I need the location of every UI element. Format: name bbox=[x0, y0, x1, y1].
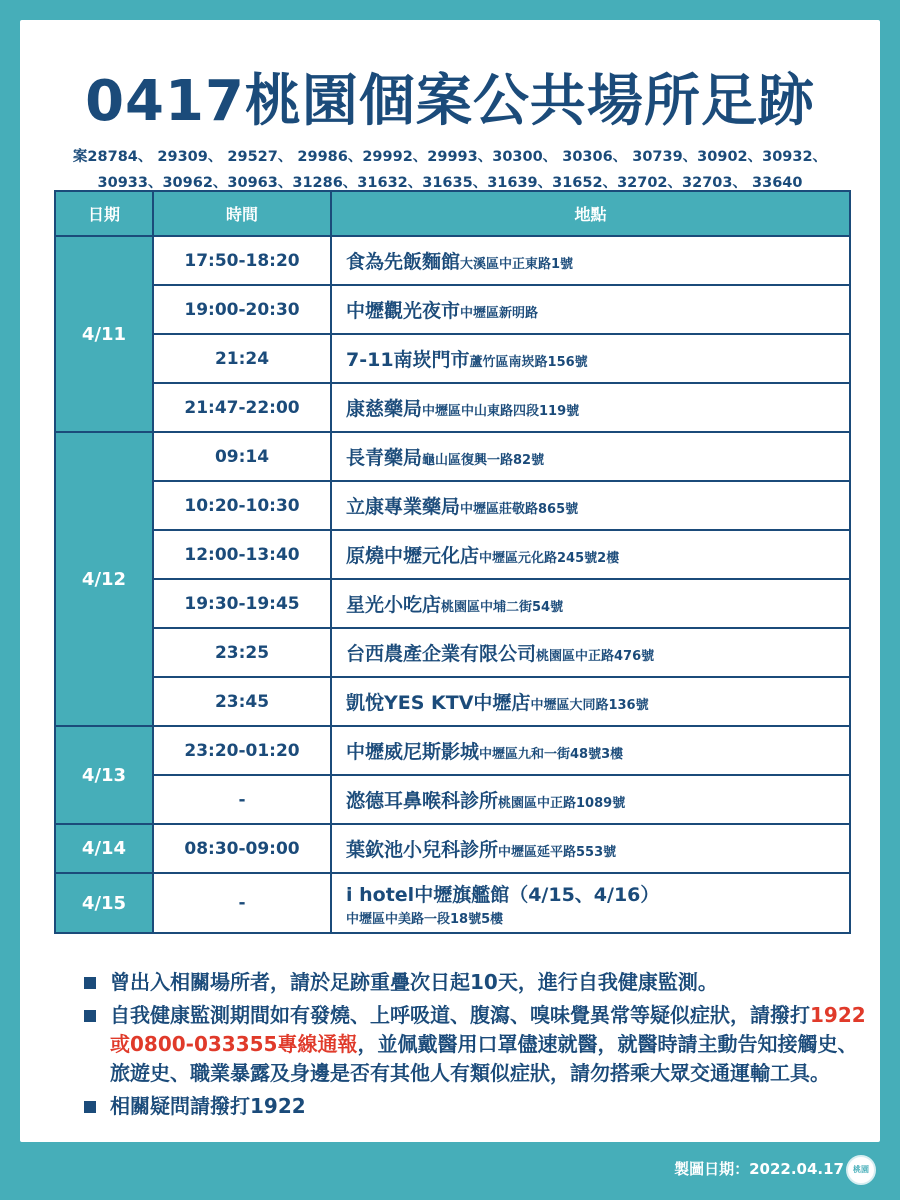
place-name: 7-11南崁門市 bbox=[346, 349, 470, 371]
table-row bbox=[55, 432, 850, 481]
place-name: 滺德耳鼻喉科診所 bbox=[346, 790, 499, 812]
place-cell bbox=[331, 677, 850, 726]
time-cell: 23:25 bbox=[153, 628, 331, 677]
notes-section bbox=[82, 968, 872, 1125]
time-cell: 19:00-20:30 bbox=[153, 285, 331, 334]
date-cell: 4/13 bbox=[55, 726, 153, 824]
case-numbers-line-1: 案28784、 29309、 29527、 29986、29992、29993、30300、 30306、 30739、30902、30932、 bbox=[72, 149, 828, 165]
note-item bbox=[82, 1001, 872, 1088]
place-address: 桃園區中埔二街54號 bbox=[441, 600, 564, 615]
table-row bbox=[55, 579, 850, 628]
note-text: 曾出入相關場所者，請於足跡重疊次日起10天，進行自我健康監測。 bbox=[110, 970, 718, 994]
place-cell bbox=[331, 579, 850, 628]
place-address: 中壢區大同路136號 bbox=[530, 698, 649, 713]
place-address: 大溪區中正東路1號 bbox=[460, 257, 574, 272]
time-cell: - bbox=[153, 775, 331, 824]
time-cell: 23:20-01:20 bbox=[153, 726, 331, 775]
place-address: 中壢區中美路一段18號5樓 bbox=[346, 911, 504, 927]
table-row bbox=[55, 824, 850, 873]
hotline-highlight: 1922或0800-033355專線通報 bbox=[110, 1003, 866, 1056]
place-name: 康慈藥局 bbox=[346, 398, 423, 420]
place-cell bbox=[331, 530, 850, 579]
date-cell: 4/15 bbox=[55, 873, 153, 933]
notice-card bbox=[20, 20, 880, 1142]
table-row bbox=[55, 334, 850, 383]
table-row bbox=[55, 236, 850, 285]
time-cell: 17:50-18:20 bbox=[153, 236, 331, 285]
footprint-table bbox=[54, 190, 851, 934]
date-cell: 4/11 bbox=[55, 236, 153, 432]
table-row bbox=[55, 775, 850, 824]
table-row bbox=[55, 530, 850, 579]
place-name: 立康專業藥局 bbox=[346, 496, 461, 518]
time-cell: 21:47-22:00 bbox=[153, 383, 331, 432]
table-row bbox=[55, 677, 850, 726]
time-cell: 08:30-09:00 bbox=[153, 824, 331, 873]
header-time: 時間 bbox=[153, 191, 331, 236]
square-bullet-icon bbox=[84, 1010, 96, 1022]
time-cell: 19:30-19:45 bbox=[153, 579, 331, 628]
time-cell: 21:24 bbox=[153, 334, 331, 383]
place-address: 桃園區中正路1089號 bbox=[498, 796, 626, 811]
table-row bbox=[55, 873, 850, 933]
time-cell: 10:20-10:30 bbox=[153, 481, 331, 530]
place-address: 中壢區九和一街48號3樓 bbox=[479, 747, 624, 762]
place-address: 蘆竹區南崁路156號 bbox=[469, 355, 588, 370]
case-numbers-line-2: 30933、30962、30963、31286、31632、31635、31639、31652、32702、32703、 33640 bbox=[97, 175, 803, 191]
square-bullet-icon bbox=[84, 1101, 96, 1113]
header-date: 日期 bbox=[55, 191, 153, 236]
time-cell: - bbox=[153, 873, 331, 933]
table-row bbox=[55, 383, 850, 432]
place-address: 中壢區延平路553號 bbox=[498, 845, 617, 860]
place-cell bbox=[331, 726, 850, 775]
table-row bbox=[55, 285, 850, 334]
case-numbers bbox=[50, 144, 850, 196]
date-cell: 4/12 bbox=[55, 432, 153, 726]
production-date: 製圖日期：2022.04.17 bbox=[674, 1160, 844, 1178]
place-cell bbox=[331, 873, 850, 933]
place-name: 葉欽池小兒科診所 bbox=[346, 839, 499, 861]
place-cell bbox=[331, 628, 850, 677]
place-cell bbox=[331, 824, 850, 873]
table-row bbox=[55, 726, 850, 775]
page-title: 0417桃園個案公共場所足跡 bbox=[85, 69, 815, 134]
note-item bbox=[82, 1092, 872, 1121]
place-cell bbox=[331, 334, 850, 383]
note-text: 相關疑問請撥打1922 bbox=[110, 1094, 306, 1118]
place-cell bbox=[331, 383, 850, 432]
place-name: 食為先飯麵館 bbox=[346, 251, 461, 273]
date-cell: 4/14 bbox=[55, 824, 153, 873]
place-address: 中壢區莊敬路865號 bbox=[460, 502, 579, 517]
table-row bbox=[55, 628, 850, 677]
place-name: 台西農產企業有限公司 bbox=[346, 643, 537, 665]
place-cell bbox=[331, 236, 850, 285]
table-header-row bbox=[55, 191, 850, 236]
place-address: 龜山區復興一路82號 bbox=[422, 453, 545, 468]
square-bullet-icon bbox=[84, 977, 96, 989]
header-place: 地點 bbox=[331, 191, 850, 236]
place-name: i hotel中壢旗艦館（4/15、4/16） bbox=[346, 883, 660, 906]
place-cell bbox=[331, 432, 850, 481]
place-address: 中壢區中山東路四段119號 bbox=[422, 404, 580, 419]
place-cell bbox=[331, 285, 850, 334]
table-row bbox=[55, 481, 850, 530]
place-address: 桃園區中正路476號 bbox=[536, 649, 655, 664]
time-cell: 12:00-13:40 bbox=[153, 530, 331, 579]
place-name: 中壢觀光夜市 bbox=[346, 300, 461, 322]
note-text: ，並佩戴醫用口罩儘速就醫，就醫時請主動告知接觸史、旅遊史、職業暴露及身邊是否有其他人有類似症狀，請勿搭乘大眾交通運輸工具。 bbox=[110, 1032, 858, 1085]
place-cell bbox=[331, 481, 850, 530]
place-name: 星光小吃店 bbox=[346, 594, 442, 616]
place-address: 中壢區新明路 bbox=[460, 306, 539, 321]
place-cell bbox=[331, 775, 850, 824]
place-address: 中壢區元化路245號2樓 bbox=[479, 551, 620, 566]
taoyuan-seal-icon: 桃園 bbox=[846, 1155, 876, 1185]
place-name: 凱悅YES KTV中壢店 bbox=[346, 692, 531, 714]
place-name: 長青藥局 bbox=[346, 447, 423, 469]
note-text: 自我健康監測期間如有發燒、上呼吸道、腹瀉、嗅味覺異常等疑似症狀，請撥打 bbox=[110, 1003, 810, 1027]
time-cell: 09:14 bbox=[153, 432, 331, 481]
note-item bbox=[82, 968, 872, 997]
place-name: 中壢威尼斯影城 bbox=[346, 741, 480, 763]
place-name: 原燒中壢元化店 bbox=[346, 545, 480, 567]
time-cell: 23:45 bbox=[153, 677, 331, 726]
